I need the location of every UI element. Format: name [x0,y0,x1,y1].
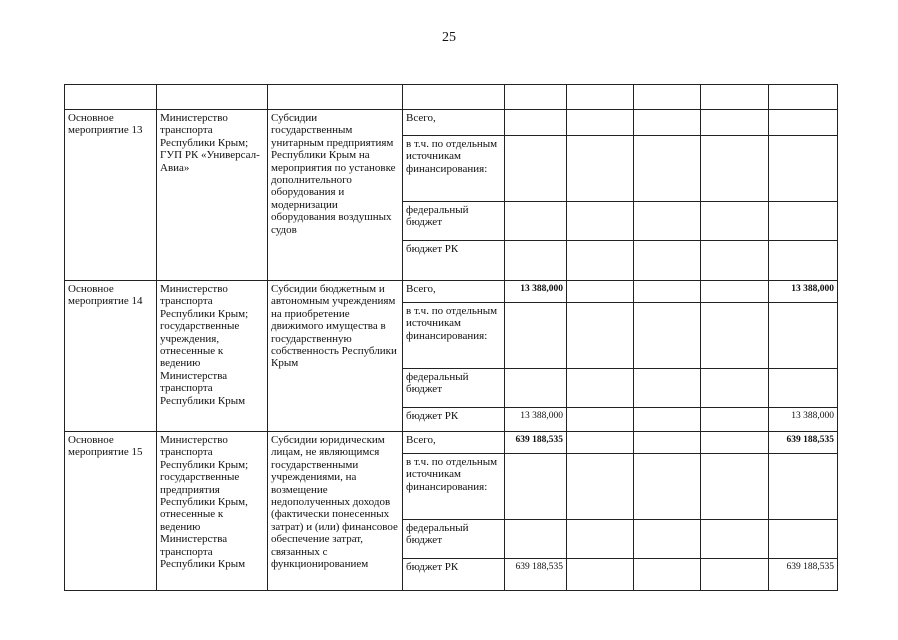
funding-source-cell: Всего, [403,432,505,454]
empty-cell [567,369,634,408]
header-cell [567,85,634,110]
empty-cell [567,559,634,591]
header-cell [505,85,567,110]
amount-cell [505,520,567,559]
total-cell [769,369,838,408]
funding-source-cell: в т.ч. по отдельным источникам финансирования: [403,303,505,369]
total-cell [769,110,838,136]
amount-cell: 639 188,535 [505,559,567,591]
empty-cell [634,303,701,369]
funding-source-cell: в т.ч. по отдельным источникам финансирования: [403,136,505,202]
funding-source-cell: Всего, [403,281,505,303]
header-cell [65,85,157,110]
amount-cell [505,454,567,520]
table-row [65,432,838,454]
empty-cell [567,432,634,454]
header-cell [769,85,838,110]
empty-cell [701,520,769,559]
empty-cell [567,303,634,369]
empty-cell [634,136,701,202]
empty-cell [634,241,701,281]
empty-cell [634,369,701,408]
executor-cell: Министерство транспорта Республики Крым; государственные учреждения, отнесенные к ведению Министерства транспорта Республики Крым [157,281,268,432]
table-row [65,110,838,136]
amount-cell [505,202,567,241]
empty-cell [567,110,634,136]
total-cell: 13 388,000 [769,408,838,432]
header-cell [634,85,701,110]
empty-cell [567,454,634,520]
empty-cell [634,432,701,454]
empty-cell [567,136,634,202]
amount-cell: 13 388,000 [505,408,567,432]
funding-source-cell: Всего, [403,110,505,136]
total-cell: 13 388,000 [769,281,838,303]
funding-source-cell: федеральный бюджет [403,369,505,408]
total-cell [769,520,838,559]
header-cell [157,85,268,110]
empty-cell [634,408,701,432]
header-cell [701,85,769,110]
empty-cell [567,281,634,303]
activity-cell: Основное мероприятие 13 [65,110,157,281]
description-cell: Субсидии бюджетным и автономным учреждениям на приобретение движимого имущества в государственную собственность Республики Крым [268,281,403,432]
activity-cell: Основное мероприятие 15 [65,432,157,591]
funding-source-cell: в т.ч. по отдельным источникам финансирования: [403,454,505,520]
funding-source-cell: бюджет РК [403,241,505,281]
amount-cell [505,303,567,369]
empty-cell [567,408,634,432]
empty-cell [701,110,769,136]
empty-cell [567,520,634,559]
table-row [65,281,838,303]
empty-cell [567,241,634,281]
empty-cell [634,110,701,136]
empty-cell [634,454,701,520]
empty-cell [701,454,769,520]
empty-cell [701,369,769,408]
empty-cell [701,136,769,202]
total-cell [769,454,838,520]
page-number: 25 [442,30,456,45]
empty-cell [567,202,634,241]
total-cell [769,303,838,369]
amount-cell [505,241,567,281]
header-cell [268,85,403,110]
empty-cell [701,281,769,303]
empty-cell [701,432,769,454]
empty-cell [701,559,769,591]
total-cell [769,241,838,281]
description-cell: Субсидии юридическим лицам, не являющимся государственными учреждениями, на возмещение недополученных доходов (фактически понесенных затрат) и (или) финансовое обеспечение затрат, связанных с функционированием [268,432,403,591]
amount-cell [505,369,567,408]
empty-cell [701,408,769,432]
amount-cell: 13 388,000 [505,281,567,303]
empty-cell [701,303,769,369]
header-cell [403,85,505,110]
total-cell: 639 188,535 [769,432,838,454]
empty-cell [634,202,701,241]
empty-cell [701,202,769,241]
executor-cell: Министерство транспорта Республики Крым; государственные предприятия Республики Крым, отнесенные к ведению Министерства транспорта Республики Крым [157,432,268,591]
amount-cell: 639 188,535 [505,432,567,454]
activity-cell: Основное мероприятие 14 [65,281,157,432]
budget-table [64,84,838,591]
funding-source-cell: бюджет РК [403,408,505,432]
funding-source-cell: бюджет РК [403,559,505,591]
empty-cell [634,559,701,591]
empty-cell [634,281,701,303]
description-cell: Субсидии государственным унитарным предприятиям Республики Крым на мероприятия по установке дополнительного оборудования и модернизации оборудования воздушных судов [268,110,403,281]
funding-source-cell: федеральный бюджет [403,520,505,559]
funding-source-cell: федеральный бюджет [403,202,505,241]
executor-cell: Министерство транспорта Республики Крым; ГУП РК «Универсал-Авиа» [157,110,268,281]
empty-cell [634,520,701,559]
total-cell [769,202,838,241]
empty-cell [701,241,769,281]
total-cell [769,136,838,202]
amount-cell [505,110,567,136]
amount-cell [505,136,567,202]
header-row [65,85,838,110]
total-cell: 639 188,535 [769,559,838,591]
